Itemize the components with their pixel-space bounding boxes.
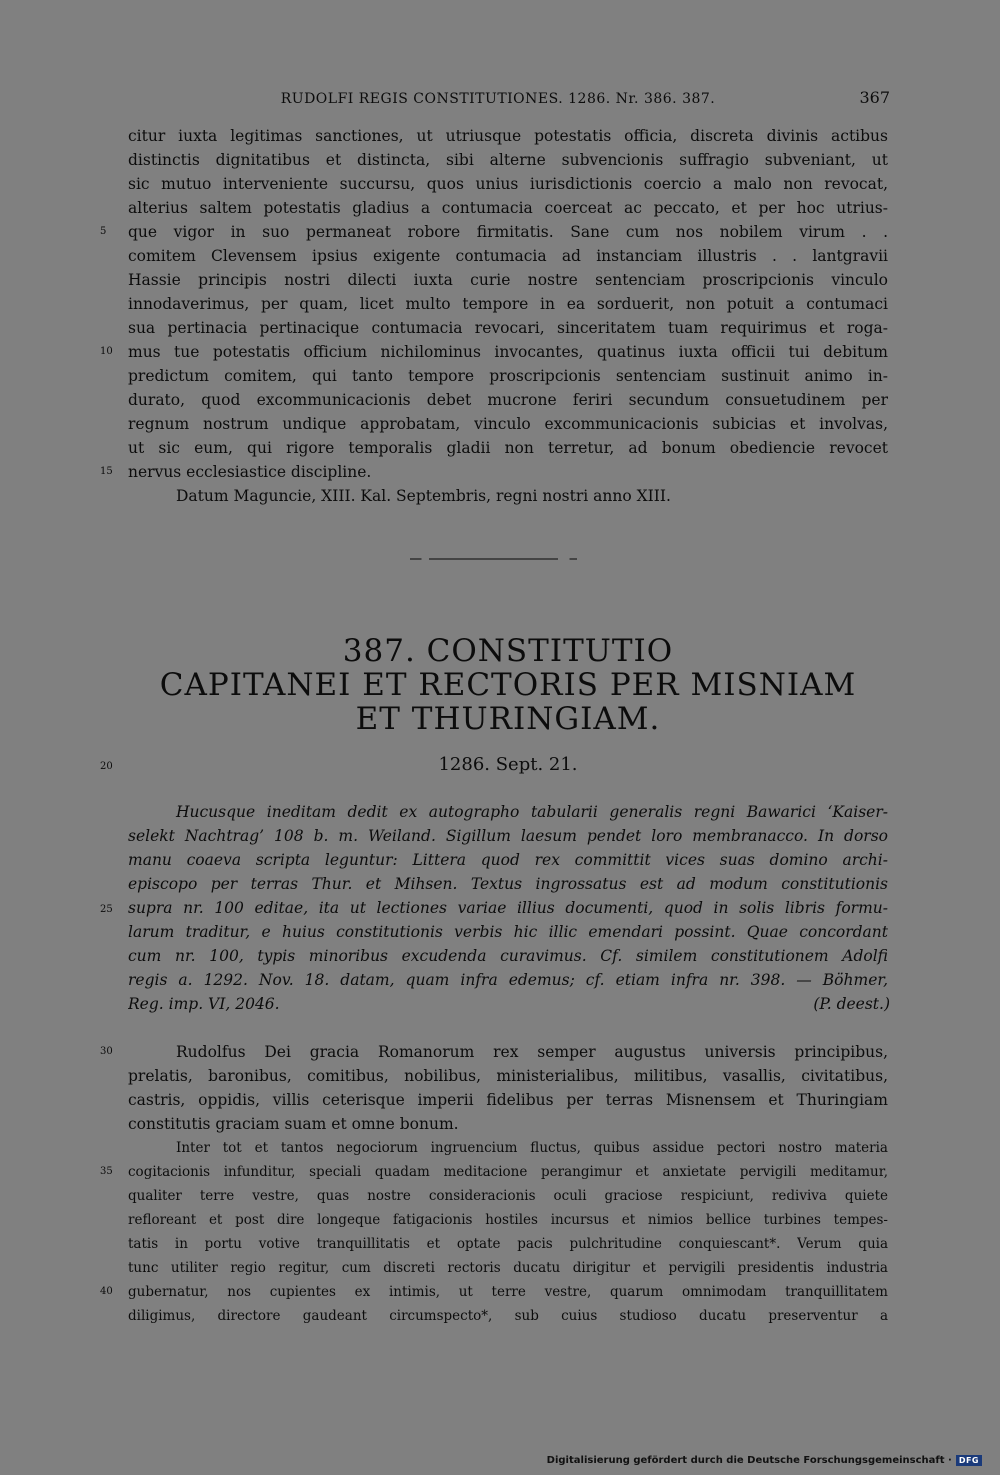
doc386-line: ut sic eum, qui rigore temporalis gladii non terretur, ad bonum obediencie revocet: [128, 439, 888, 457]
doc386-line: predictum comitem, qui tanto tempore proscripcionis sentenciam sustinuit animo in-: [128, 367, 888, 385]
line-number: 40: [100, 1286, 113, 1297]
doc386-line: Hassie principis nostri dilecti iuxta curie nostre sentenciam proscripcionis vinculo: [128, 271, 888, 289]
doc386-line: comitem Clevensem ipsius exigente contumacia ad instanciam illustris . . lantgravii: [128, 247, 888, 265]
line-number: 25: [100, 904, 113, 915]
doc386-line: nervus ecclesiastice discipline.: [128, 463, 372, 481]
intro-line: Hucusque ineditam dedit ex autographo tabularii generalis regni Bawarici ‘Kaiser-: [176, 803, 888, 821]
dfg-logo: DFG: [956, 1455, 982, 1466]
digitization-footer: [547, 1453, 982, 1467]
doc386-line: sic mutuo interveniente succursu, quos unius iurisdictionis coercio a malo non revocat,: [128, 175, 888, 193]
doc387-title-line: CAPITANEI ET RECTORIS PER MISNIAM: [159, 667, 857, 703]
intro-line: Reg. imp. VI, 2046.: [128, 995, 280, 1013]
body-line: Inter tot et tantos negociorum ingruencium fluctus, quibus assidue pectori nostro materia: [176, 1140, 888, 1156]
salutation-line: castris, oppidis, villis ceterisque imperii fidelibus per terras Misnensem et Thuringiam: [128, 1091, 888, 1109]
body-line: gubernatur, nos cupientes ex intimis, ut terre vestre, quarum omnimodam tranquillitatem: [128, 1284, 888, 1300]
salutation-line: constitutis graciam suam et omne bonum.: [128, 1115, 459, 1133]
body-line: diligimus, directore gaudeant circumspecto*, sub cuius studioso ducatu preserventur a: [128, 1308, 888, 1324]
doc387-date: 1286. Sept. 21.: [438, 754, 578, 775]
body-line: qualiter terre vestre, quas nostre consideracionis oculi graciose respiciunt, rediviva quiete: [128, 1188, 888, 1204]
doc386-datum: Datum Maguncie, XIII. Kal. Septembris, regni nostri anno XIII.: [176, 487, 671, 505]
intro-line: supra nr. 100 editae, ita ut lectiones variae illius documenti, quod in solis libris formu-: [128, 899, 888, 917]
doc386-line: citur iuxta legitimas sanctiones, ut utriusque potestatis officia, discreta divinis actibus: [128, 127, 888, 145]
body-line: refloreant et post dire longeque fatigacionis hostiles incursus et nimios bellice turbines tempes-: [128, 1212, 888, 1228]
section-divider: [410, 558, 600, 560]
doc386-line: distinctis dignitatibus et distincta, sibi alterne subvencionis suffragio subveniant, ut: [128, 151, 888, 169]
intro-line: larum traditur, e huius constitutionis verbis hic illic emendari possint. Quae concordant: [128, 923, 888, 941]
doc386-line: que vigor in suo permaneat robore firmitatis. Sane cum nos nobilem virum . .: [128, 223, 888, 241]
intro-line: regis a. 1292. Nov. 18. datam, quam infra edemus; cf. etiam infra nr. 398. — Böhmer,: [128, 971, 888, 989]
running-header: [128, 88, 890, 110]
doc386-line: regnum nostrum undique approbatam, vinculo excommunicacionis subicias et involvas,: [128, 415, 888, 433]
running-title: RUDOLFI REGIS CONSTITUTIONES. 1286. Nr. 386. 387.: [280, 91, 716, 107]
line-number: 20: [100, 761, 113, 772]
doc387-title-line: ET THURINGIAM.: [355, 701, 661, 737]
salutation-line: Rudolfus Dei gracia Romanorum rex semper augustus universis principibus,: [176, 1043, 888, 1061]
footer-text: Digitalisierung gefördert durch die Deutsche Forschungsgemeinschaft ·: [546, 1454, 952, 1466]
doc387-title-line: 387. CONSTITUTIO: [342, 633, 674, 669]
line-number: 30: [100, 1046, 113, 1057]
intro-line: manu coaeva scripta leguntur: Littera quod rex committit vices suas domino archi-: [128, 851, 888, 869]
doc386-line: alterius saltem potestatis gladius a contumacia coerceat ac peccato, et per hoc utrius-: [128, 199, 888, 217]
doc386-line: sua pertinacia pertinacique contumacia revocari, sinceritatem tuam requirimus et roga-: [128, 319, 888, 337]
body-line: tatis in portu votive tranquillitatis et optate pacis pulchritudine conquiescant*. Verum quia: [128, 1236, 888, 1252]
line-number: 35: [100, 1166, 113, 1177]
salutation-line: prelatis, baronibus, comitibus, nobilibus, ministerialibus, militibus, vasallis, civitatibus,: [128, 1067, 888, 1085]
page-number: 367: [859, 88, 890, 107]
doc386-line: durato, quod excommunicacionis debet mucrone feriri secundum consuetudinem per: [128, 391, 888, 409]
intro-note: (P. deest.): [813, 995, 890, 1013]
intro-line: cum nr. 100, typis minoribus excudenda curavimus. Cf. similem constitutionem Adolfi: [128, 947, 888, 965]
doc386-line: innodaverimus, per quam, licet multo tempore in ea sorduerit, non potuit a contumaci: [128, 295, 888, 313]
line-number: 5: [100, 226, 107, 237]
doc386-line: mus tue potestatis officium nichilominus invocantes, quatinus iuxta officii tui debitum: [128, 343, 888, 361]
intro-line: episcopo per terras Thur. et Mihsen. Textus ingrossatus est ad modum constitutionis: [128, 875, 888, 893]
line-number: 10: [100, 346, 113, 357]
body-line: tunc utiliter regio regitur, cum discreti rectoris ducatu dirigitur et pervigili presidentis industria: [128, 1260, 888, 1276]
body-line: cogitacionis infunditur, speciali quadam meditacione perangimur et anxietate pervigili meditamur,: [128, 1164, 888, 1180]
line-number: 15: [100, 466, 113, 477]
intro-line: selekt Nachtrag’ 108 b. m. Weiland. Sigillum laesum pendet loro membranacco. In dorso: [128, 827, 888, 845]
